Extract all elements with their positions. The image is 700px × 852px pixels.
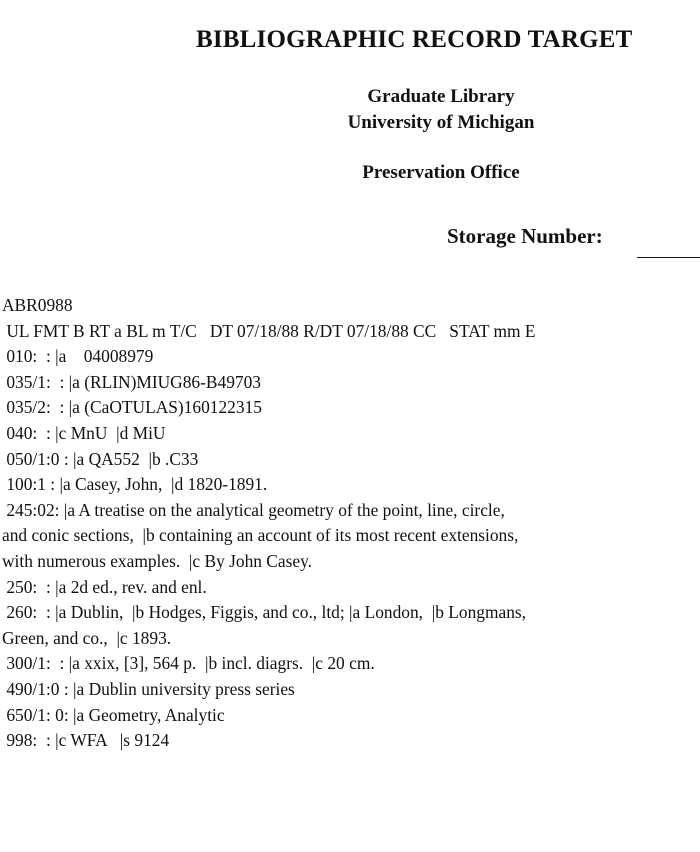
record-line: 040: : |c MnU |d MiU	[2, 422, 166, 443]
record-line: 300/1: : |a xxix, [3], 564 p. |b incl. diagrs. |c 20 cm.	[2, 653, 375, 674]
record-line: 260: : |a Dublin, |b Hodges, Figgis, and co., ltd; |a London, |b Longmans,	[2, 602, 527, 623]
library-name: Graduate Library	[367, 86, 515, 107]
record-line: 035/1: : |a (RLIN)MIUG86-B49703	[2, 371, 261, 392]
record-line: 010: : |a 04008979	[2, 346, 154, 367]
record-line: 490/1:0 : |a Dublin university press series	[2, 678, 295, 699]
page-title: BIBLIOGRAPHIC RECORD TARGET	[196, 26, 633, 53]
record-id: ABR0988	[2, 295, 73, 315]
record-line: 650/1: 0: |a Geometry, Analytic	[2, 704, 225, 725]
office-name: Preservation Office	[362, 162, 520, 183]
record-line: 100:1 : |a Casey, John, |d 1820-1891.	[2, 474, 268, 495]
record-line: 245:02: |a A treatise on the analytical geometry of the point, line, circle,	[2, 499, 505, 520]
marc-record	[2, 293, 700, 754]
storage-number-label: Storage Number:	[447, 224, 603, 248]
record-line: 035/2: : |a (CaOTULAS)160122315	[2, 397, 262, 418]
record-line: and conic sections, |b containing an account of its most recent extensions,	[2, 525, 519, 546]
record-line: 050/1:0 : |a QA552 |b .C33	[2, 448, 199, 469]
record-line: UL FMT B RT a BL m T/C DT 07/18/88 R/DT 07/18/88 CC STAT mm E	[2, 320, 536, 341]
storage-number-blank	[637, 257, 700, 258]
record-line: Green, and co., |c 1893.	[2, 627, 172, 648]
record-line: with numerous examples. |c By John Casey.	[2, 550, 313, 571]
record-line: 998: : |c WFA |s 9124	[2, 730, 170, 751]
university-name: University of Michigan	[347, 112, 535, 133]
record-line: 250: : |a 2d ed., rev. and enl.	[2, 576, 207, 597]
